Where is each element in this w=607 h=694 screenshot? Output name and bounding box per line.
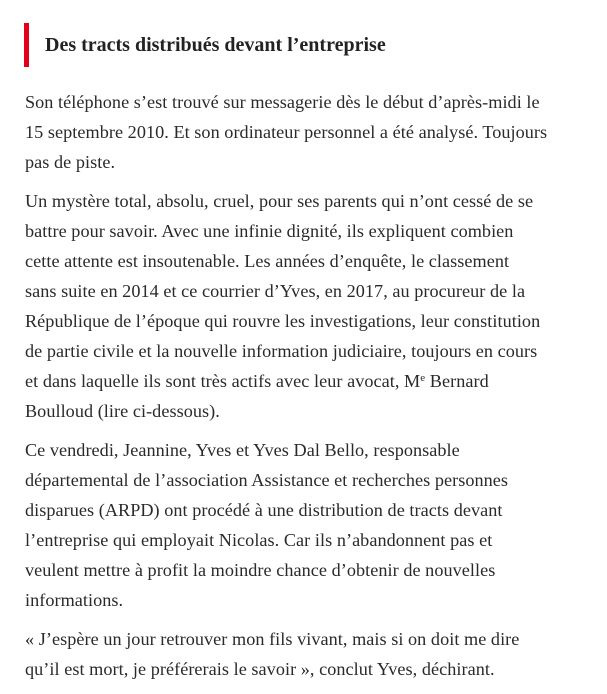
- text-segment: et dans laquelle ils sont très actifs avec leur avocat, M: [25, 371, 421, 391]
- text-line: République de l’époque qui rouvre les investigations, leur constitution: [25, 311, 541, 331]
- text-line: disparues (ARPD) ont procédé à une distribution de tracts devant: [25, 500, 503, 520]
- text-line: veulent mettre à profit la moindre chance d’obtenir de nouvelles: [25, 560, 496, 580]
- text-line: de partie civile et la nouvelle information judiciaire, toujours en cours: [25, 341, 538, 361]
- text-segment: Bernard: [425, 371, 489, 391]
- text-line: « J’espère un jour retrouver mon fils vivant, mais si on doit me dire: [25, 629, 520, 649]
- text-line-with-title: [25, 366, 597, 396]
- text-line: Un mystère total, absolu, cruel, pour ses parents qui n’ont cessé de se: [25, 191, 534, 211]
- text-line: cette attente est insoutenable. Les années d’enquête, le classement: [25, 251, 510, 271]
- text-line: Boulloud (lire ci-dessous).: [25, 401, 220, 421]
- paragraph-4-quote: [25, 624, 597, 684]
- text-line: battre pour savoir. Avec une infinie dignité, ils expliquent combien: [25, 221, 514, 241]
- section-subheading: [24, 23, 584, 67]
- paragraph-3: [25, 435, 597, 615]
- text-line: départemental de l’association Assistance et recherches personnes: [25, 470, 509, 490]
- text-line: Son téléphone s’est trouvé sur messagerie dès le début d’après-midi le: [25, 92, 540, 112]
- text-line: informations.: [25, 590, 124, 610]
- subheading-accent-bar: [24, 23, 29, 67]
- subheading-title: Des tracts distribués devant l’entreprise: [45, 34, 386, 56]
- text-line: Ce vendredi, Jeannine, Yves et Yves Dal Bello, responsable: [25, 440, 460, 460]
- superscript-e: e: [420, 372, 426, 384]
- text-line: 15 septembre 2010. Et son ordinateur personnel a été analysé. Toujours: [25, 122, 548, 142]
- text-line: l’entreprise qui employait Nicolas. Car ils n’abandonnent pas et: [25, 530, 493, 550]
- paragraph-2: [25, 186, 597, 426]
- text-line: qu’il est mort, je préférerais le savoir », conclut Yves, déchirant.: [25, 659, 495, 679]
- paragraph-1: [25, 87, 597, 177]
- text-line: sans suite en 2014 et ce courrier d’Yves, en 2017, au procureur de la: [25, 281, 526, 301]
- article-body: [25, 87, 597, 693]
- text-line: pas de piste.: [25, 152, 116, 172]
